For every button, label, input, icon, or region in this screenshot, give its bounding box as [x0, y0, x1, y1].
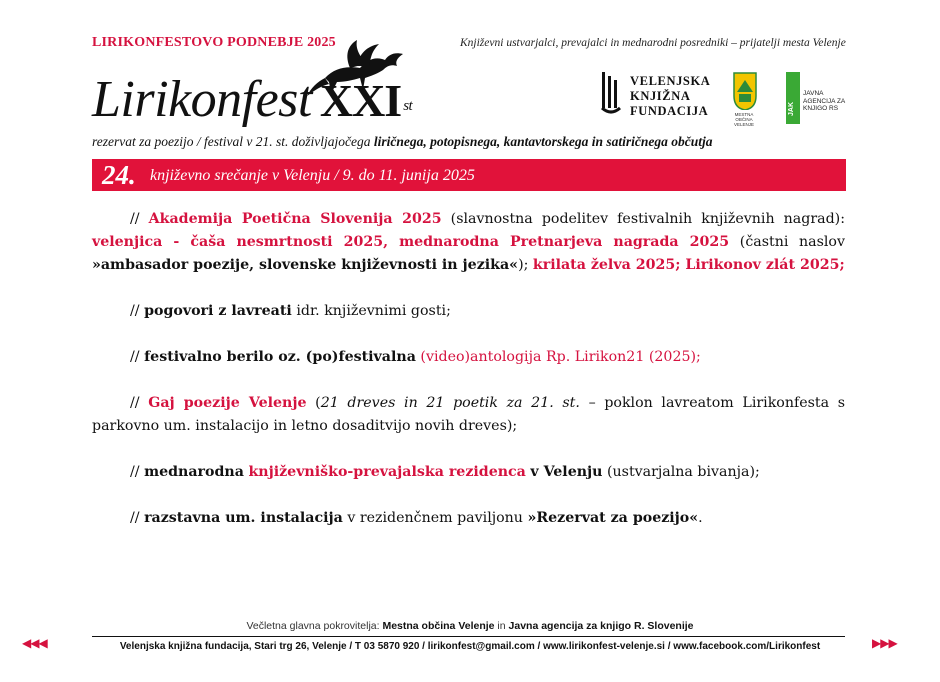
program-item-academy — [92, 208, 845, 277]
edition-number: 24. — [102, 160, 136, 190]
crest-caption — [726, 112, 762, 127]
grove-paren: ( — [306, 395, 321, 411]
sponsor-mid: in — [494, 620, 509, 632]
crest-caption-line-2: VELENJE — [733, 122, 754, 127]
vkf-line-3: FUNDACIJA — [630, 104, 709, 118]
edition-label: LIRIKONFESTOVO PODNEBJE 2025 — [92, 35, 336, 50]
velenje-crest-icon — [733, 72, 757, 110]
footer-sponsors — [0, 620, 940, 632]
footer-contact: Velenjska knjižna fundacija, Stari trg 26, Velenje / T 03 5870 920 / lirikonfest@gmail.com / www.lirikonfest-velenje.si / www.facebook.com/Lirikonfest — [119, 641, 821, 652]
festival-tagline — [92, 134, 712, 150]
logo-roman-numeral: XXI — [319, 75, 402, 126]
crest-caption-line-1: MESTNA OBČINA — [734, 112, 754, 122]
item-slash: // — [130, 349, 140, 365]
reader-end: ; — [696, 349, 701, 365]
residency-title: književniško-prevajalska rezidenca — [248, 464, 526, 480]
tagline-part-b: v 21. st. doživljajočega — [242, 134, 374, 149]
sponsor-prefix: Večletna glavna pokrovitelja: — [246, 620, 383, 632]
reader-title: festivalno berilo oz. (po)festivalna — [144, 349, 416, 365]
other-awards: krilata želva 2025; Lirikonov zlát 2025; — [532, 257, 845, 273]
top-right-tagline: Književni ustvarjalci, prevajalci in mednarodni posredniki – prijatelji mesta Velenje — [460, 37, 846, 49]
logo-word-b: konfest — [168, 71, 312, 128]
residency-prefix: mednarodna — [144, 464, 244, 480]
anthology-title: (video)antologija Rp. Lirikon21 (2025) — [420, 349, 697, 365]
previous-page-icon[interactable]: ◀◀◀ — [22, 636, 47, 650]
logo-superscript: st — [403, 98, 413, 114]
tagline-part-bold: liričnega, potopisnega, kantavtorskega in satiričnega občutja — [373, 134, 713, 149]
festival-logo-wordmark — [92, 70, 412, 131]
jak-name — [803, 90, 845, 113]
program-list — [92, 208, 845, 553]
jak-line-2: AGENCIJA ZA — [803, 97, 846, 105]
footer-divider — [92, 636, 845, 637]
jak-badge-text: JAK — [788, 101, 795, 116]
program-item-installation — [92, 507, 845, 530]
honor-suffix: ); — [518, 257, 533, 273]
residency-desc: (ustvarjalna bivanja); — [602, 464, 760, 480]
program-item-residency — [92, 461, 845, 484]
installation-end: . — [698, 510, 703, 526]
pavilion-name: »Rezervat za poezijo« — [527, 510, 699, 526]
installation-desc: v rezidenčnem paviljonu — [342, 510, 528, 526]
jak-logo-icon — [786, 72, 800, 124]
academy-desc: (slavnostna podelitev festivalnih književnih nagrad): — [441, 211, 845, 227]
item-slash: // — [130, 395, 140, 411]
jak-line-3: KNJIGO RS — [803, 105, 839, 112]
program-item-talks — [92, 300, 845, 323]
item-slash: // — [130, 211, 140, 227]
vkf-line-1: VELENJSKA — [630, 74, 711, 88]
talks-title: pogovori z lavreati — [144, 303, 292, 319]
book-foundation-logo-icon — [600, 72, 626, 116]
item-slash: // — [130, 510, 140, 526]
installation-title: razstavna um. instalacija — [144, 510, 343, 526]
item-slash: // — [130, 303, 140, 319]
grove-title: Gaj poezije Velenje — [148, 395, 307, 411]
vkf-line-2: KNJIŽNA — [630, 89, 691, 103]
program-item-reader — [92, 346, 845, 369]
tagline-part-a: rezervat za poezijo / festival — [92, 134, 243, 149]
item-slash: // — [130, 464, 140, 480]
next-page-icon[interactable]: ▶▶▶ — [872, 636, 897, 650]
event-banner — [92, 159, 846, 191]
event-dates: književno srečanje v Velenju / 9. do 11. junija 2025 — [150, 167, 475, 184]
talks-desc: idr. književnimi gosti; — [291, 303, 451, 319]
sponsor-b: Javna agencija za knjigo R. Slovenije — [508, 620, 694, 632]
book-foundation-name — [630, 74, 710, 119]
jak-line-1: JAVNA — [803, 90, 824, 97]
residency-place: v Velenju — [530, 464, 603, 480]
grove-desc: – poklon lavreatom Lirikonfesta s parkovno um. instalacijo in letno dosaditvijo novih dreves); — [92, 395, 845, 434]
logo-word-a: Liri — [92, 71, 169, 128]
honor-title: »ambasador poezije, slovenske književnosti in jezika« — [92, 257, 519, 273]
sponsor-a: Mestna občina Velenje — [382, 620, 495, 632]
honor-prefix: (častni naslov — [729, 234, 845, 250]
program-item-grove — [92, 392, 845, 438]
academy-title: Akademija Poetična Slovenija 2025 — [148, 211, 442, 227]
award-names: velenjica - čaša nesmrtnosti 2025, mednarodna Pretnarjeva nagrada 2025 — [92, 234, 730, 250]
grove-subtitle: 21 dreves in 21 poetik za 21. st. — [320, 395, 580, 411]
